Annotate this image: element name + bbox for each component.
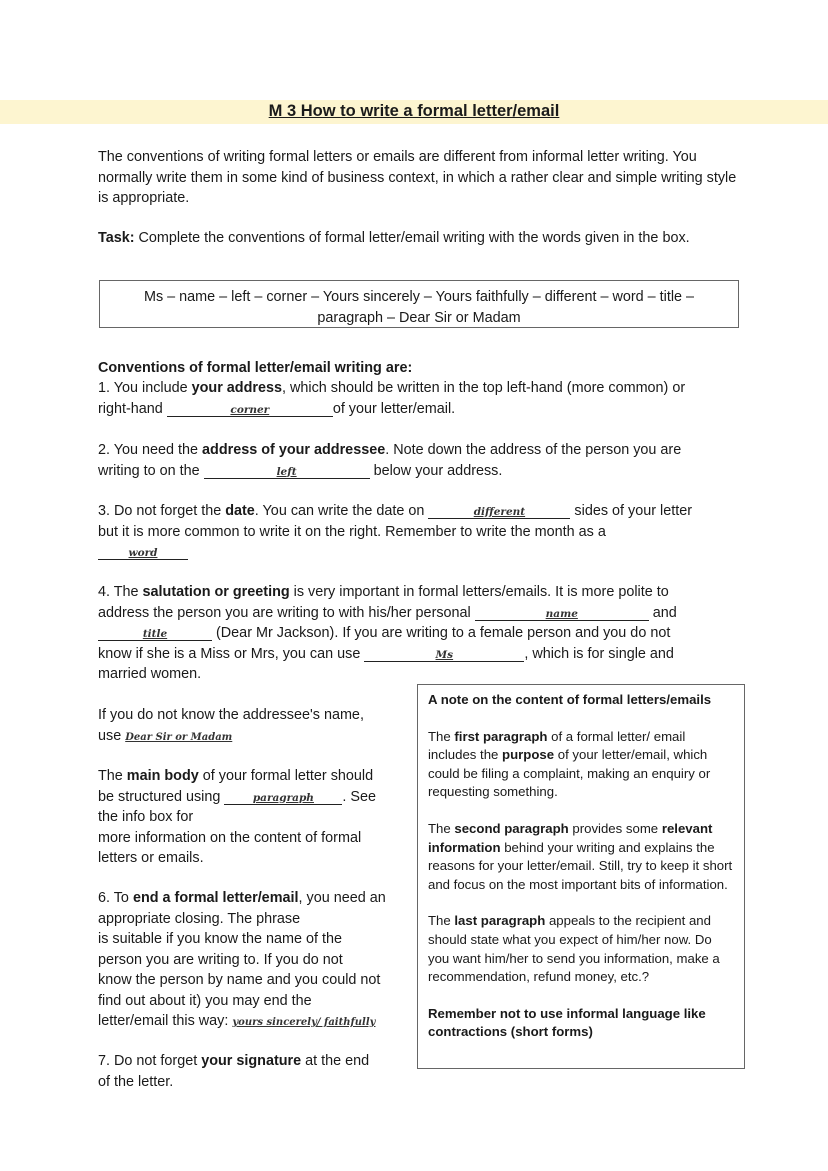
word-box-line-1: Ms – name – left – corner – Yours sincerely – Yours faithfully – different – word – title – xyxy=(143,289,695,305)
task-text: Complete the conventions of formal letter/email writing with the words given in the box. xyxy=(134,230,690,246)
item-5 xyxy=(98,705,408,748)
page-title: M 3 How to write a formal letter/email xyxy=(268,102,560,120)
note-paragraph-3: The last paragraph appeals to the recipient and should state what you expect of him/her now. Do you want him/her to send you information, make a recommendation, refund money, etc.? xyxy=(428,913,720,985)
note-paragraph-2: The second paragraph provides some relevant information behind your writing and explains the reasons for your letter/email. Still, try to keep it short and focus on the most important bits of information. xyxy=(428,820,733,892)
item-3-line-1: 3. Do not forget the date. You can write the date on different sides of your letter xyxy=(98,503,692,519)
item-3-line-2: but it is more common to write it on the right. Remember to write the month as a xyxy=(98,523,606,540)
item-2-line-1: 2. You need the address of your addressee. Note down the address of the person you are xyxy=(98,442,682,458)
item-3-line-3 xyxy=(98,542,738,563)
item-4-line-5: married women. xyxy=(98,666,202,682)
answer-blank-4a[interactable]: name xyxy=(475,606,649,621)
main-body-paragraph: The main body of your formal letter should be structured using paragraph . See the info box for more information on the content of formal letters or emails. xyxy=(98,768,376,866)
item-4-line-2: address the person you are writing to with his/her personal name and xyxy=(98,604,677,621)
note-heading: A note on the content of formal letters/emails xyxy=(428,692,712,707)
item-2 xyxy=(98,440,738,481)
item-6: 6. To end a formal letter/email, you need an appropriate closing. The phrase is suitable if you know the name of the person you are writing to. If you do not know the person by name and you could not find out about it) you may end the letter/email this way: yours sincerely/ faithfully xyxy=(98,890,386,1029)
item-1-line-2: right-hand corner of your letter/email. xyxy=(98,400,456,417)
answer-blank-6[interactable]: yours sincerely/ faithfully xyxy=(232,1017,376,1028)
task-label: Task: xyxy=(98,230,135,246)
item-5-line-1: If you do not know the addressee's name, xyxy=(98,707,364,723)
answer-blank-5a[interactable]: Dear Sir or Madam xyxy=(125,731,233,743)
task-paragraph xyxy=(98,228,738,249)
item-4 xyxy=(98,582,738,685)
answer-blank-3b[interactable]: word xyxy=(98,545,188,560)
item-3 xyxy=(98,501,738,563)
note-paragraph-4: Remember not to use informal language like contractions (short forms) xyxy=(428,1005,706,1040)
item-1-line-1: 1. You include your address, which should be written in the top left-hand (more common) or xyxy=(98,380,686,396)
answer-blank-2[interactable]: left xyxy=(204,464,370,479)
answer-blank-3a[interactable]: different xyxy=(428,504,570,519)
answer-blank-4b[interactable]: title xyxy=(98,626,212,641)
item-2-line-2: writing to on the left below your address. xyxy=(98,462,503,479)
word-box xyxy=(99,280,739,328)
item-5-line-2: use Dear Sir or Madam xyxy=(98,727,233,744)
note-paragraph-1: The first paragraph of a formal letter/ email includes the purpose of your letter/email, which could be filing a complaint, making an enquiry or requesting something. xyxy=(428,728,711,800)
answer-blank-5b[interactable]: paragraph xyxy=(224,790,342,805)
note-box xyxy=(417,684,745,1069)
answer-blank-1[interactable]: corner xyxy=(167,402,333,417)
item-1 xyxy=(98,378,738,419)
word-box-line-2: paragraph – Dear Sir or Madam xyxy=(317,309,521,326)
item-7: 7. Do not forget your signature at the end of the letter. xyxy=(98,1053,370,1090)
item-4-line-3: title (Dear Mr Jackson). If you are writing to a female person and you do not xyxy=(98,623,738,644)
item-4-line-1: 4. The salutation or greeting is very important in formal letters/emails. It is more polite to xyxy=(98,584,669,600)
conventions-heading: Conventions of formal letter/email writing are: xyxy=(98,360,413,376)
intro-paragraph: The conventions of writing formal letters or emails are different from informal letter writing. You normally write them in some kind of business context, in which a rather clear and simple writing style is appropriate. xyxy=(98,149,737,206)
item-4-line-4: know if she is a Miss or Mrs, you can use Ms , which is for single and xyxy=(98,645,674,662)
answer-blank-4c[interactable]: Ms xyxy=(364,647,524,662)
